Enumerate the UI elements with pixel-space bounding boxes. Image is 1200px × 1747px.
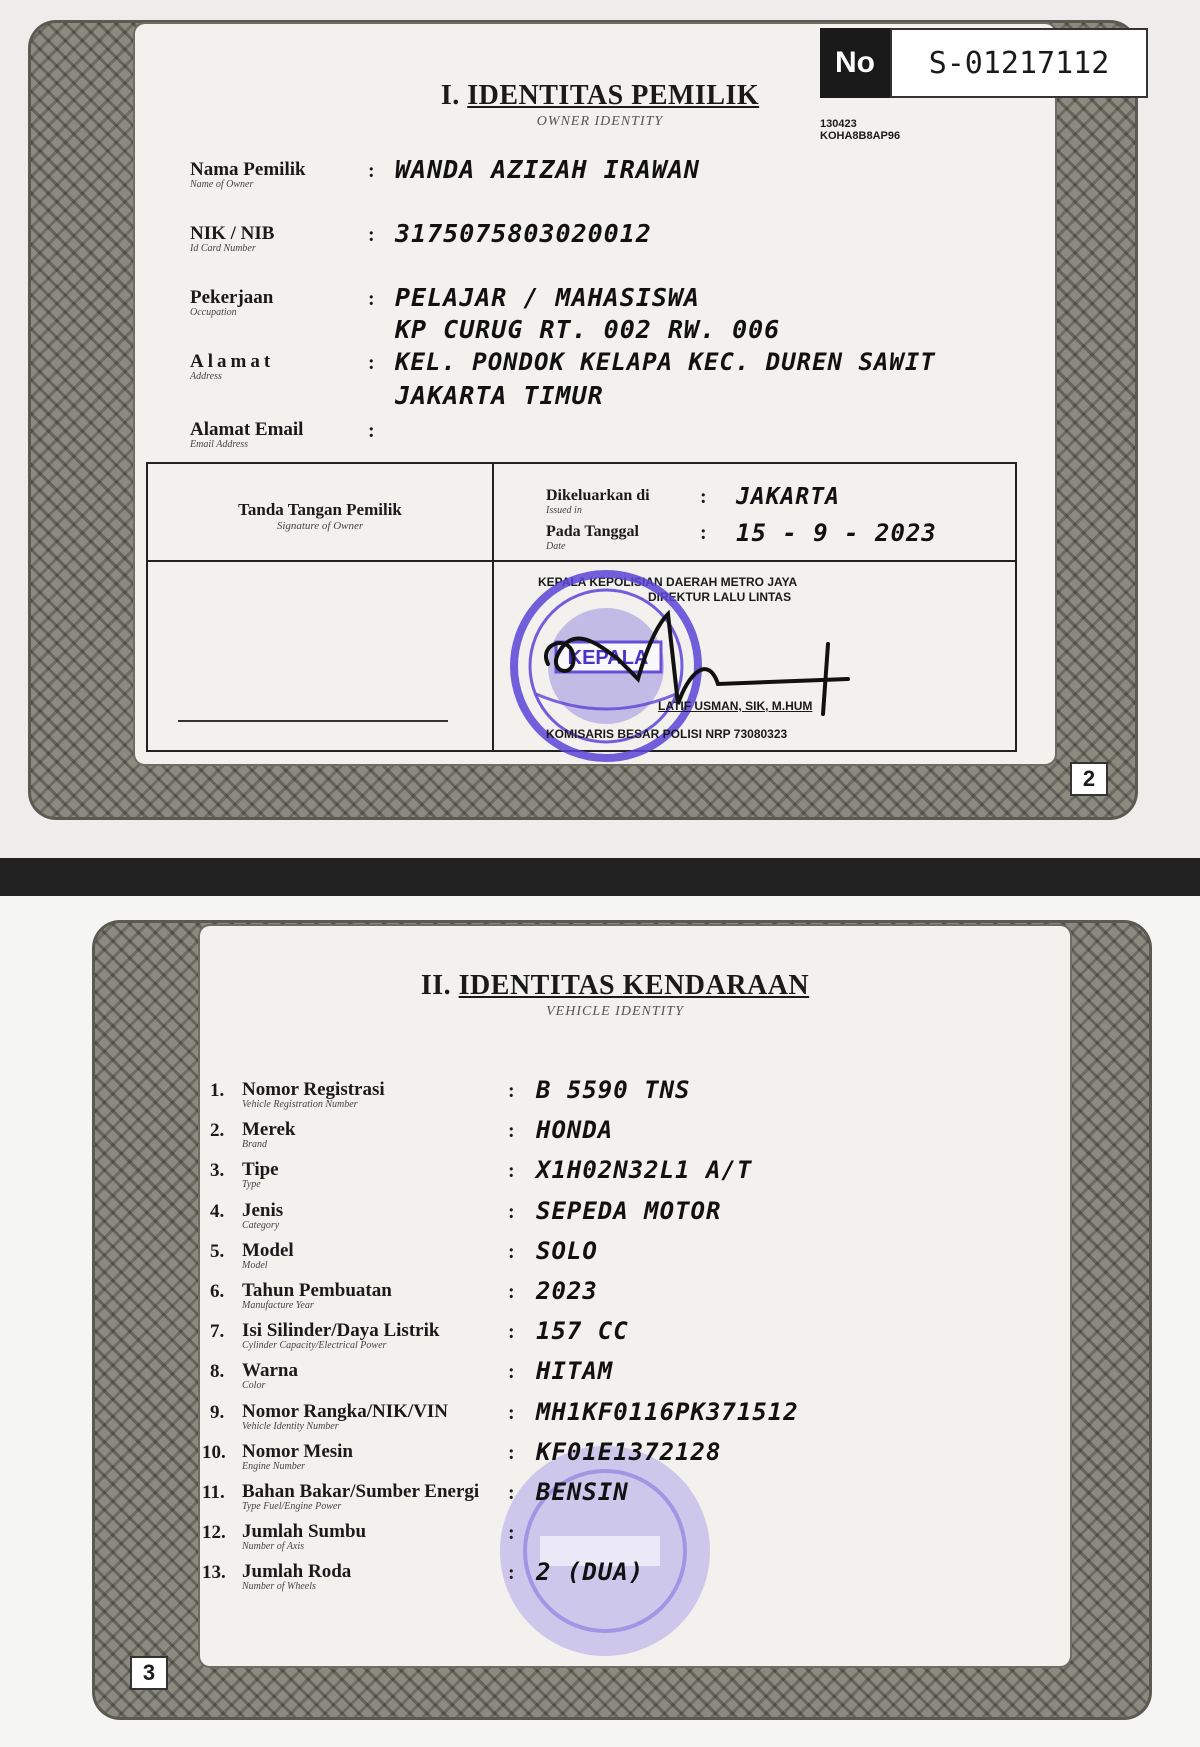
address-line-2: KEL. PONDOK KELAPA KEC. DUREN SAWIT: [395, 348, 936, 376]
owner-name-label: Nama Pemilik Name of Owner: [190, 159, 306, 190]
section-title: IDENTITAS PEMILIK: [467, 80, 760, 111]
nik-label: NIK / NIB Id Card Number: [190, 223, 275, 254]
issued-date-label: Pada Tanggal Date: [546, 523, 639, 552]
address-line-1: KP CURUG RT. 002 RW. 006: [395, 315, 781, 344]
document-number: S-01217112: [890, 28, 1148, 98]
vehicle-row-label: Nomor Mesin Engine Number: [242, 1440, 353, 1472]
vehicle-row-number: 12.: [202, 1522, 226, 1544]
vehicle-row-label: Jumlah Sumbu Number of Axis: [242, 1521, 367, 1553]
occupation-value: PELAJAR / MAHASISWA: [395, 283, 700, 312]
owner-name-value: WANDA AZIZAH IRAWAN: [395, 155, 700, 184]
signature-box: Tanda Tangan Pemilik Signature of Owner Dikeluarkan di Issued in : JAKARTA Pada Tanggal Date : 15 - 9 - 2023 KEPALA KEPOLISIAN DAERAH METRO JAYA DIREKTUR LALU LINTAS KEPALA LATIF USMAN, SIK, M.HUM KOMISARIS BESAR POLISI NRP 73080323: [146, 462, 1017, 752]
vehicle-row-number: 2.: [210, 1120, 225, 1142]
document-number-box: [820, 28, 1148, 98]
number-label: No: [820, 28, 890, 98]
address-label: Alamat Address: [190, 351, 275, 382]
owner-signature-label: Tanda Tangan Pemilik Signature of Owner: [238, 500, 402, 532]
vehicle-row-number: 1.: [210, 1080, 225, 1101]
vehicle-row-value: 2023: [536, 1277, 598, 1305]
vehicle-row-value: HITAM: [536, 1357, 614, 1386]
vehicle-row-number: 8.: [210, 1361, 225, 1383]
vehicle-row-label: Nomor Rangka/NIK/VIN Vehicle Identity Number: [242, 1400, 449, 1432]
vehicle-row-value: MH1KF0116PK371512: [536, 1397, 799, 1426]
issued-at-label: Dikeluarkan di Issued in: [546, 487, 650, 516]
issued-date-value: 15 - 9 - 2023: [736, 519, 937, 547]
page-number-2: 2: [1070, 762, 1108, 796]
authority-line-1: KEPALA KEPOLISIAN DAERAH METRO JAYA: [538, 575, 798, 589]
reference-code: 130423 KOHA8B8AP96: [820, 118, 901, 142]
vehicle-row-number: 6.: [210, 1281, 225, 1302]
vehicle-row-value: X1H02N32L1 A/T: [536, 1156, 753, 1185]
section-roman: II.: [420, 970, 452, 1001]
vehicle-row-label: Tipe Type: [242, 1159, 279, 1191]
owner-signature-line: [178, 720, 448, 722]
vehicle-row-value: B 5590 TNS: [536, 1076, 691, 1104]
vehicle-row-label: Bahan Bakar/Sumber Energi Type Fuel/Engine Power: [242, 1481, 480, 1512]
address-line-3: JAKARTA TIMUR: [395, 381, 604, 410]
nik-value: 3175075803020012: [395, 219, 652, 248]
vehicle-row-label: Merek Brand: [242, 1119, 296, 1151]
official-rank: KOMISARIS BESAR POLISI NRP 73080323: [546, 727, 788, 741]
page-divider: [0, 858, 1200, 896]
vehicle-row-label: Jumlah Roda Number of Wheels: [242, 1561, 352, 1593]
section-subtitle: OWNER IDENTITY: [536, 114, 664, 129]
vehicle-row-number: 7.: [210, 1321, 225, 1343]
vehicle-row-number: 9.: [210, 1401, 225, 1423]
page-number-3: 3: [130, 1656, 168, 1690]
vehicle-row-number: 4.: [210, 1200, 225, 1222]
owner-identity-page: I. IDENTITAS PEMILIK OWNER IDENTITY No S-01217112 130423 KOHA8B8AP96 Nama Pemilik Name of Owner : WANDA AZIZAH IRAWAN NIK / NIB Id Card Number : 3175075803020012 Pekerjaan Occupation : PELAJAR / MAHASISWA KP CURUG RT. 002 RW. 006 Alamat Address : KEL. PONDOK KELAPA KEC. DUREN SAWIT JAKARTA TIMUR Alamat Email Email Address : Tanda Tangan Pemilik Signature of Owner Dikeluarkan di Issued in : JAKARTA Pada Tanggal Date : 15 - 9 - 2023 KEPALA KEPOLISIAN DAERAH METRO JAYA DIREKTUR LALU LINTAS KEPALA LATIF USMAN, SIK, M.HUM KOMISARIS BESAR POLISI NRP 73080323 2: [0, 0, 1200, 858]
vehicle-row-value: SEPEDA MOTOR: [536, 1196, 722, 1225]
vehicle-header: [0, 970, 1200, 1020]
official-name: LATIF USMAN, SIK, M.HUM: [658, 699, 813, 713]
stamp-text: KEPALA: [567, 647, 649, 669]
vehicle-row-number: 11.: [202, 1482, 225, 1503]
vehicle-row-label: Model Model: [242, 1239, 294, 1271]
vehicle-row-number: 13.: [202, 1562, 226, 1584]
vehicle-row-number: 10.: [202, 1441, 226, 1463]
vehicle-row-label: Isi Silinder/Daya Listrik Cylinder Capacity/Electrical Power: [242, 1320, 440, 1352]
vehicle-row-value: KF01E1372128: [536, 1437, 722, 1466]
vehicle-row-number: 3.: [210, 1160, 225, 1182]
occupation-label: Pekerjaan Occupation: [190, 287, 274, 318]
email-label: Alamat Email Email Address: [190, 419, 304, 450]
section-roman: I.: [440, 80, 460, 111]
vehicle-row-label: Nomor Registrasi Vehicle Registration Number: [242, 1079, 385, 1110]
authority-line-2: DIREKTUR LALU LINTAS: [648, 590, 792, 604]
vehicle-row-value: SOLO: [536, 1236, 598, 1265]
vehicle-identity-page: II. IDENTITAS KENDARAAN VEHICLE IDENTITY 1. Nomor Registrasi Vehicle Registration Number : B 5590 TNS 2. Merek Brand : HONDA 3. Tipe Type : X1H02N32L1 A/T 4. Jenis Category : SEPEDA MOTOR 5. Model Model : SOLO 6. Tahun Pembuatan Manufacture Year : 2023 7. Isi Silinder/Daya Listrik Cylinder Capacity/Electrical Power : 157 CC 8. Warna Color : HITAM 9. Nomor Rangka/NIK/VIN Vehicle Identity Number : MH1KF0116PK371512 10. Nomor Mesin Engine Number : KF01E1372128 11. Bahan Bakar/Sumber Energi Type Fuel/Engine Power : BENSIN 12. Jumlah Sumbu Number of Axis : 13. Jumlah Roda Number of Wheels : 2 (DUA) 3: [0, 896, 1200, 1747]
vehicle-row-label: Warna Color: [242, 1360, 298, 1392]
vehicle-row-value: 157 CC: [536, 1317, 629, 1346]
vehicle-row-number: 5.: [210, 1240, 225, 1262]
vehicle-row-value: HONDA: [536, 1116, 614, 1145]
section-subtitle: VEHICLE IDENTITY: [546, 1004, 684, 1019]
vehicle-row-value: BENSIN: [536, 1478, 629, 1506]
vehicle-row-label: Jenis Category: [242, 1199, 284, 1231]
vehicle-row-value: 2 (DUA): [536, 1558, 645, 1587]
issued-at-value: JAKARTA: [736, 484, 840, 510]
vehicle-row-label: Tahun Pembuatan Manufacture Year: [242, 1280, 392, 1311]
stamp-watermark-icon: [490, 1436, 720, 1666]
section-title: IDENTITAS KENDARAAN: [458, 970, 810, 1001]
